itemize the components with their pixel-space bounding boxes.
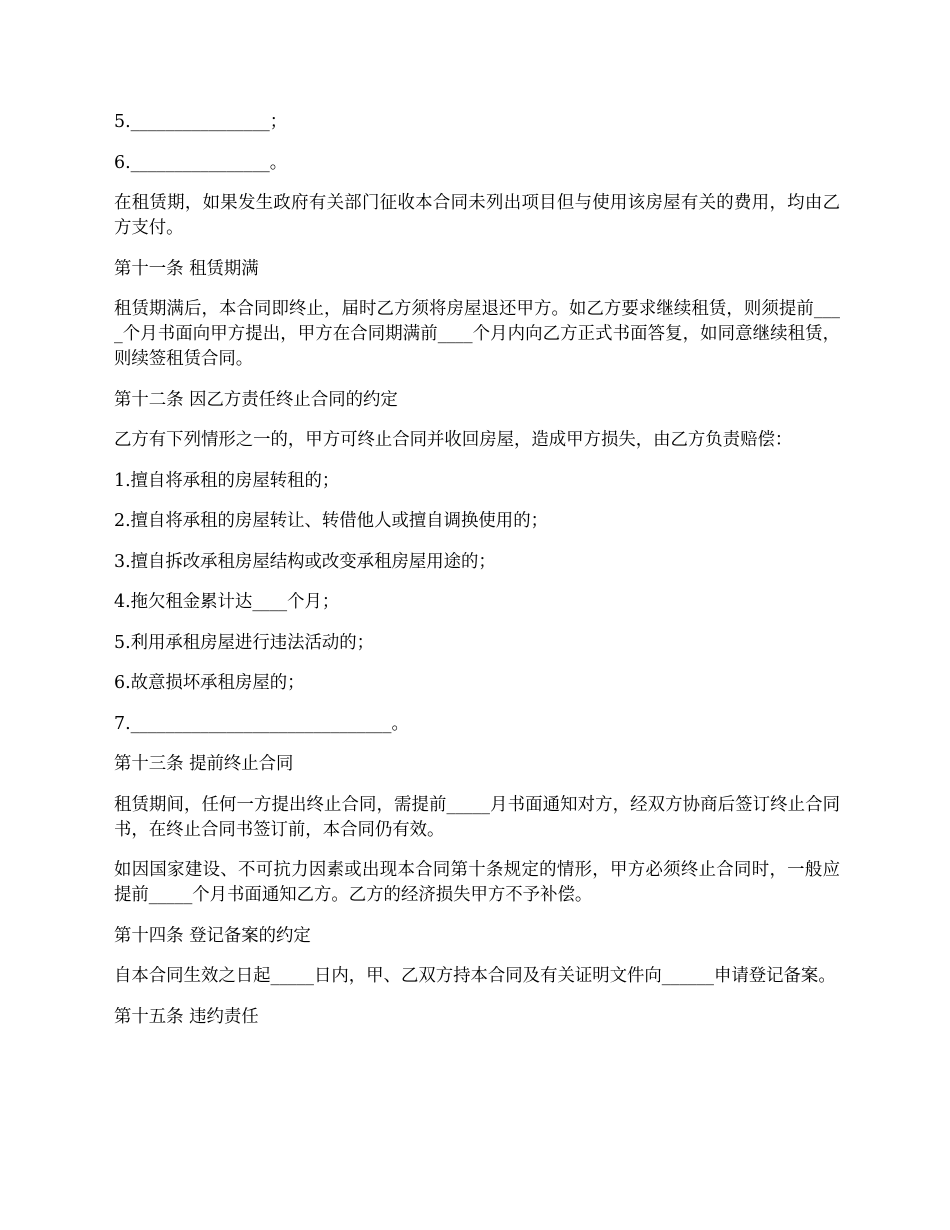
section-heading-15: 第十五条 违约责任 [114, 1006, 259, 1027]
document-body [114, 110, 840, 1045]
section-heading-14: 第十四条 登记备案的约定 [114, 925, 311, 946]
list-item-4: 4.拖欠租金累计达____个月； [114, 592, 340, 612]
paragraph-registration: 自本合同生效之日起_____日内，甲、乙双方持本合同及有关证明文件向______申请登记备案。 [114, 966, 836, 986]
section-heading-11: 第十一条 租赁期满 [114, 258, 259, 279]
section-heading-12: 第十二条 因乙方责任终止合同的约定 [114, 389, 398, 410]
paragraph-lease-expiry: 租赁期满后，本合同即终止，届时乙方须将房屋退还甲方。如乙方要求继续租赁，则须提前____个月书面向甲方提出，甲方在合同期满前____个月内向乙方正式书面答复，如同意继续租赁，则续签租赁合同。 [114, 299, 840, 369]
section-heading-13: 第十三条 提前终止合同 [114, 754, 294, 774]
paragraph-force-majeure: 如因国家建设、不可抗力因素或出现本合同第十条规定的情形，甲方必须终止合同时，一般应提前_____个月书面通知乙方。乙方的经济损失甲方不予补偿。 [114, 860, 840, 905]
paragraph-extra-fees: 在租赁期，如果发生政府有关部门征收本合同未列出项目但与使用该房屋有关的费用，均由乙方支付。 [114, 193, 840, 238]
list-item-blank-5: 5.________________； [114, 112, 288, 132]
list-item-5: 5.利用承租房屋进行违法活动的； [114, 632, 375, 653]
list-item-2: 2.擅自将承租的房屋转让、转借他人或擅自调换使用的； [114, 511, 548, 531]
paragraph-termination-conditions: 乙方有下列情形之一的，甲方可终止合同并收回房屋，造成甲方损失，由乙方负责赔偿： [114, 430, 793, 450]
list-item-blank-6: 6.________________。 [114, 152, 288, 173]
list-item-3: 3.擅自拆改承租房屋结构或改变承租房屋用途的； [114, 551, 496, 572]
list-item-6: 6.故意损坏承租房屋的； [114, 673, 305, 693]
paragraph-early-termination: 租赁期间，任何一方提出终止合同，需提前_____月书面通知对方，经双方协商后签订终止合同书，在终止合同书签订前，本合同仍有效。 [114, 794, 840, 840]
list-item-7: 7.______________________________。 [114, 713, 409, 734]
list-item-1: 1.擅自将承租的房屋转租的； [114, 470, 340, 491]
